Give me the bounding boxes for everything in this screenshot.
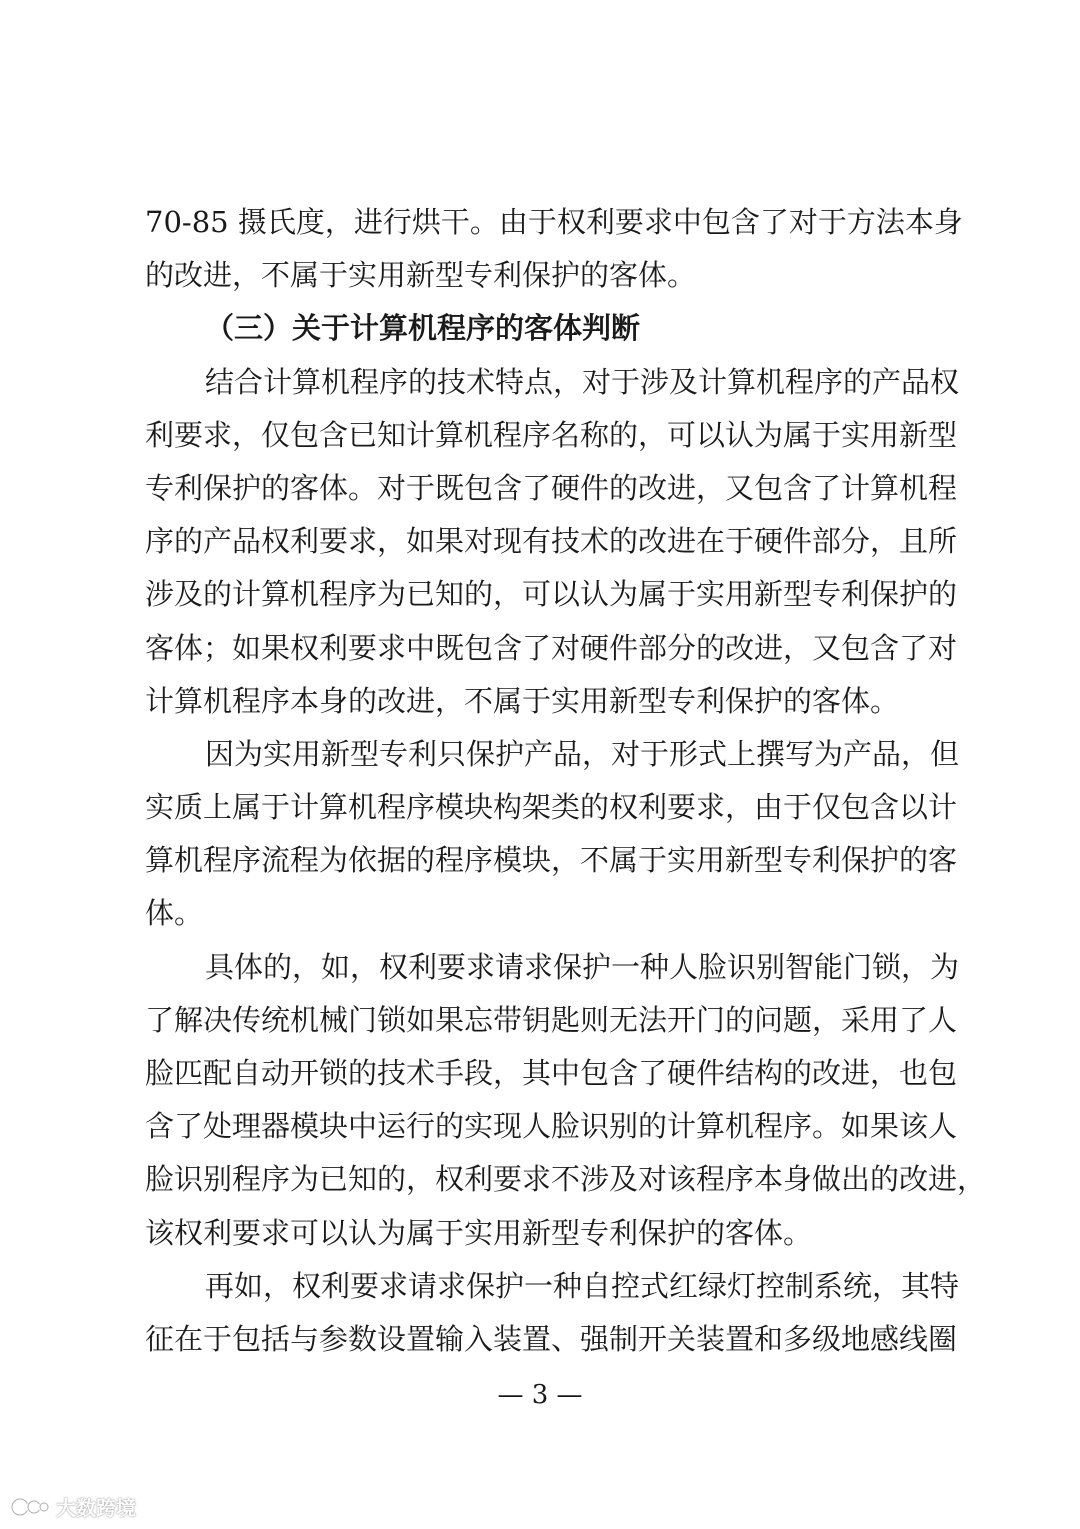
body-line: 脸匹配自动开锁的技术手段，其中包含了硬件结构的改进，也包 xyxy=(145,1056,958,1090)
body-line: 算机程序流程为依据的程序模块，不属于实用新型专利保护的客 xyxy=(145,843,958,878)
document-body xyxy=(145,196,987,1366)
body-line: 实质上属于计算机程序模块构架类的权利要求，由于仅包含以计 xyxy=(145,790,958,825)
body-line: 含了处理器模块中运行的实现人脸识别的计算机程序。如果该人 xyxy=(145,1109,958,1144)
body-line: 体。 xyxy=(145,896,204,931)
body-line: 该权利要求可以认为属于实用新型专利保护的客体。 xyxy=(145,1215,813,1250)
body-line: 征在于包括与参数设置输入装置、强制开关装置和多级地感线圈 xyxy=(145,1321,958,1356)
body-line: 的改进，不属于实用新型专利保护的客体。 xyxy=(145,258,697,293)
page-number: — 3 — xyxy=(497,1380,583,1410)
body-line: 利要求，仅包含已知计算机程序名称的，可以认为属于实用新型 xyxy=(145,417,958,452)
body-line: 脸识别程序为已知的，权利要求不涉及对该程序本身做出的改进， xyxy=(145,1162,987,1197)
body-line: 序的产品权利要求，如果对现有技术的改进在于硬件部分，且所 xyxy=(145,524,958,559)
brand-logo-icon xyxy=(10,1494,50,1520)
body-line: 具体的，如，权利要求请求保护一种人脸识别智能门锁，为 xyxy=(205,949,960,984)
body-line: 再如，权利要求请求保护一种自控式红绿灯控制系统，其特 xyxy=(205,1268,960,1303)
body-line: 因为实用新型专利只保护产品，对于形式上撰写为产品，但 xyxy=(205,736,960,771)
body-line: 专利保护的客体。对于既包含了硬件的改进，又包含了计算机程 xyxy=(145,470,958,505)
watermark xyxy=(10,1492,136,1521)
section-heading: （三）关于计算机程序的客体判断 xyxy=(205,311,641,346)
body-line: 结合计算机程序的技术特点，对于涉及计算机程序的产品权 xyxy=(205,364,960,399)
body-line: 计算机程序本身的改进，不属于实用新型专利保护的客体。 xyxy=(145,683,900,718)
body-line: 客体；如果权利要求中既包含了对硬件部分的改进，又包含了对 xyxy=(145,630,958,665)
body-line: 涉及的计算机程序为已知的，可以认为属于实用新型专利保护的 xyxy=(145,577,958,612)
watermark-text: 大数跨境 xyxy=(56,1496,136,1520)
body-line: 了解决传统机械门锁如果忘带钥匙则无法开门的问题，采用了人 xyxy=(145,1002,958,1037)
body-line: 70-85 摄氏度，进行烘干。由于权利要求中包含了对于方法本身 xyxy=(145,205,963,239)
